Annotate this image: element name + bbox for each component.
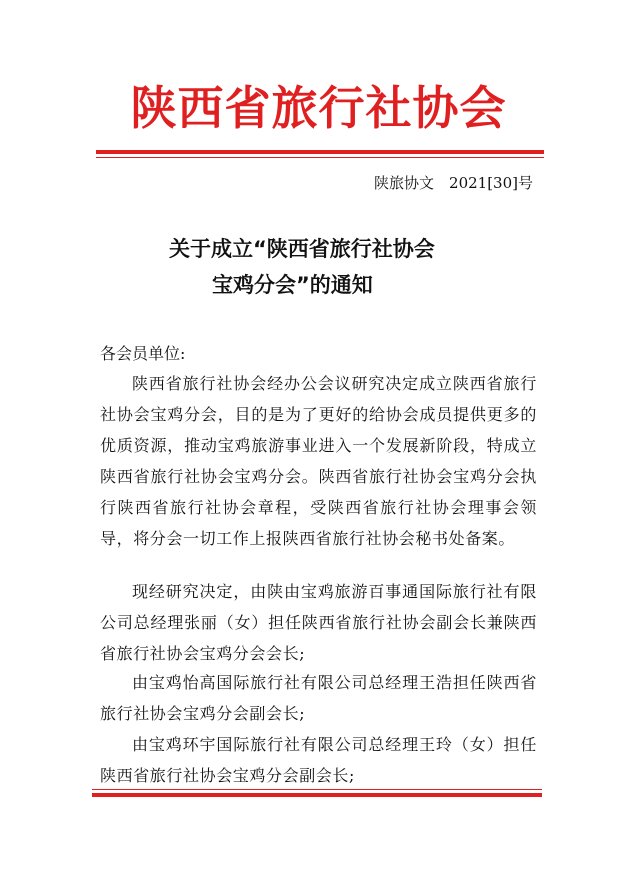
body-paragraph: 由宝鸡环宇国际旅行社有限公司总经理王玲（女）担任陕西省旅行社协会宝鸡分会副会长;: [100, 735, 537, 785]
header-divider-thin: [96, 157, 544, 158]
document-title-line-2: 宝鸡分会”的通知: [212, 273, 373, 297]
document-number: 陕旅协文 2021[30]号: [374, 174, 533, 192]
body-paragraph: 陕西省旅行社协会经办公会议研究决定成立陕西省旅行社协会宝鸡分会，目的是为了更好的给协会成员提供更多的优质资源，推动宝鸡旅游事业进入一个发展新阶段，特成立陕西省旅行社协会宝鸡分会。陕西省旅行社协会宝鸡分会执行陕西省旅行社协会章程，受陕西省旅行社协会理事会领导，将分会一切工作上报陕西省旅行社协会秘书处备案。: [100, 374, 537, 548]
organization-letterhead: 陕西省旅行社协会: [130, 81, 507, 135]
document-title-line-1: 关于成立“陕西省旅行社协会: [169, 237, 435, 261]
salutation: 各会员单位:: [100, 344, 186, 363]
footer-divider-thin: [92, 789, 542, 790]
body-paragraph: 由宝鸡怡高国际旅行社有限公司总经理王浩担任陕西省旅行社协会宝鸡分会副会长;: [100, 673, 537, 723]
header-divider-thick: [96, 150, 544, 154]
footer-divider-thick: [92, 793, 542, 797]
body-paragraph: 现经研究决定，由陕由宝鸡旅游百事通国际旅行社有限公司总经理张丽（女）担任陕西省旅行社协会副会长兼陕西省旅行社协会宝鸡分会会长;: [100, 582, 537, 663]
